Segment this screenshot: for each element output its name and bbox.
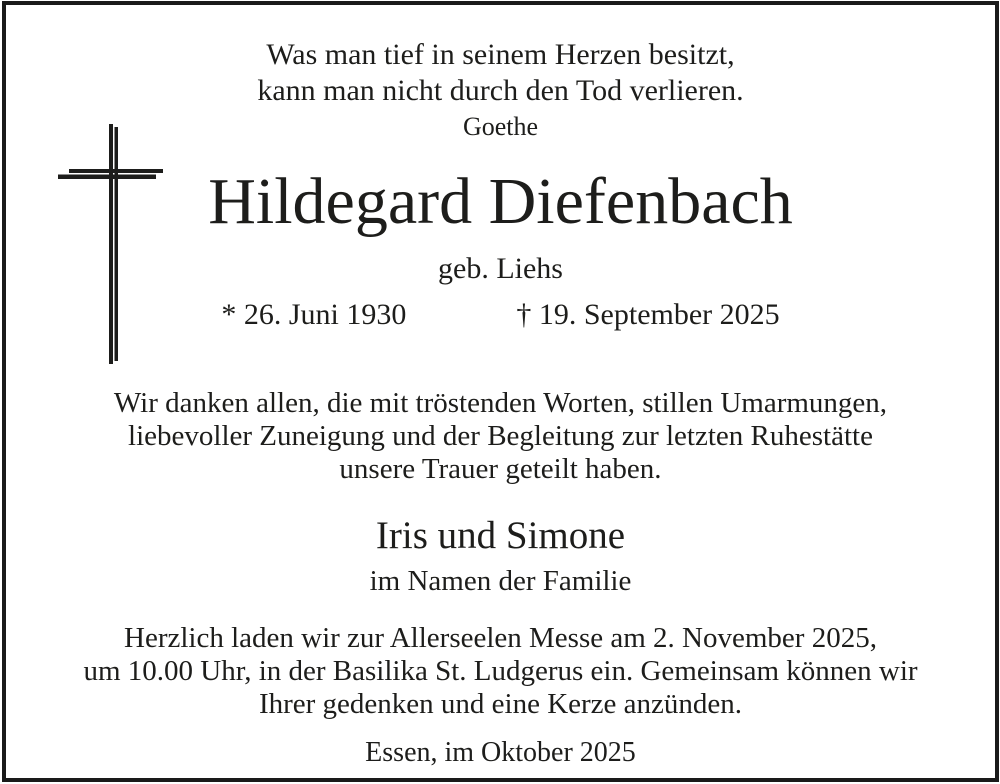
closing-dateline: Essen, im Oktober 2025 [365, 737, 636, 768]
birth-date: * 26. Juni 1930 [221, 298, 407, 331]
death-date: † 19. September 2025 [516, 298, 780, 331]
memorial-cross-icon [56, 121, 168, 366]
thanks-line-2: liebevoller Zuneigung und der Begleitung zur letzten Ruhestätte [128, 420, 873, 452]
thanks-line-1: Wir danken allen, die mit tröstenden Worten, stillen Umarmungen, [113, 387, 888, 419]
quote-line-1: Was man tief in seinem Herzen besitzt, [266, 38, 735, 71]
mourners-subtitle: im Namen der Familie [369, 565, 632, 597]
invitation-line-3: Ihrer gedenken und eine Kerze anzünden. [258, 688, 743, 720]
invitation-paragraph [6, 622, 995, 721]
deceased-name: Hildegard Diefenbach [208, 165, 793, 238]
invitation-line-1: Herzlich laden wir zur Allerseelen Messe am 2. November 2025, [124, 622, 877, 654]
maiden-name: geb. Liehs [438, 252, 563, 285]
memorial-quote [6, 37, 995, 109]
obituary-notice [2, 1, 999, 782]
invitation-line-2: um 10.00 Uhr, in der Basilika St. Ludgerus ein. Gemeinsam können wir [83, 655, 918, 687]
quote-line-2: kann man nicht durch den Tod verlieren. [257, 74, 744, 107]
quote-attribution: Goethe [462, 112, 539, 141]
thanks-line-3: unsere Trauer geteilt haben. [339, 453, 662, 485]
mourners-names: Iris und Simone [375, 514, 626, 557]
thanks-paragraph [6, 387, 995, 486]
